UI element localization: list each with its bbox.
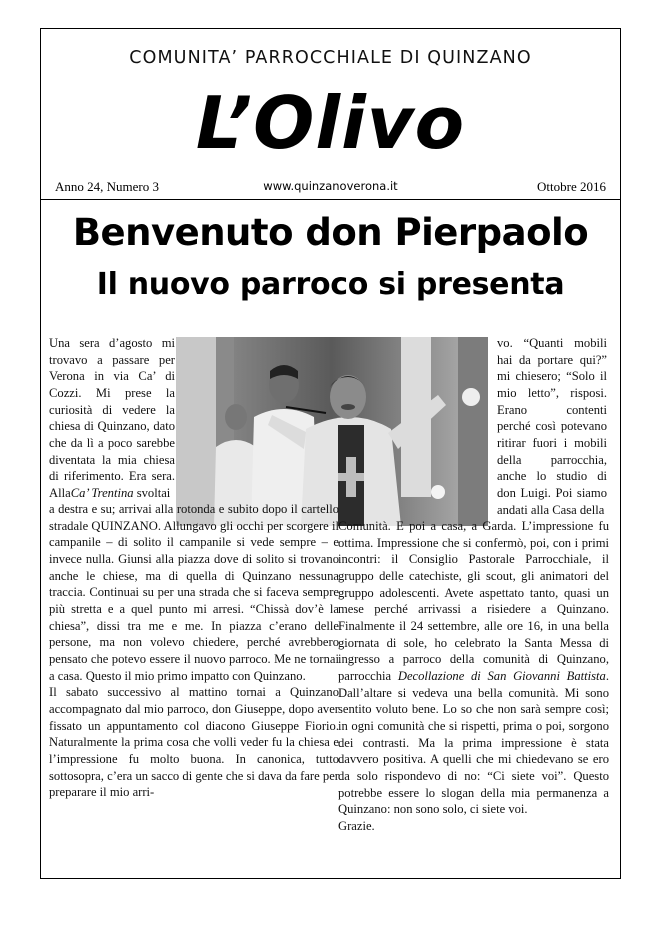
article-column-bottom-right [338, 518, 609, 834]
issue-info-row [55, 179, 606, 195]
article-paragraph: a destra e su; arrivai alla rotonda e subito dopo il cartello stradale QUINZANO. Allungavo gli occhi per scorgere il campanile – di solito il campanile si vede sempre – e invece nulla. Giunsi alla piazza dove di solito si trovano anche le chiese, ma di quella di Quinzano nessuna traccia. Continuai su per una strada che si faceva sempre più stretta e a quel punto mi arresi. “Chissà dov’è la chiesa”, dissi tra me e me. In piazza c’erano delle persone, ma non volevo chiedere, perché avrebbero pensato che potevo essere il nuovo parroco. Me ne tornai a casa. Questo il mio primo impatto con Quinzano. [49, 502, 339, 683]
divider-rule [41, 199, 620, 200]
article-column-left [49, 335, 175, 502]
article-text: vo. “Quanti mobili hai da portare qui?” mi chiesero; “Solo il mio letto”, risposi. Erano contenti perché così potevano ritirar fuori i mobili della parrocchia, anche lo studio di don Luigi. Poi siamo andati alla Casa della [497, 336, 607, 517]
article-subheadline: Il nuovo parroco si presenta [96, 267, 565, 302]
article-column-bottom-left [49, 501, 339, 801]
parish-name-italic: Decollazione di San Giovanni Battista [397, 668, 606, 683]
article-signoff: Grazie. [338, 818, 375, 833]
article-text: Una sera d’agosto mi trovavo a passare per Verona in via Ca’ di Cozzi. Mi prese la curiosità di vedere la chiesa di Quinzano, dato che da lì a poco sarebbe diventata la mia chiesa di riferimento. Era sera. Alla [49, 336, 175, 500]
place-name-italic: Ca’ Trentina [70, 485, 134, 500]
issue-number: Anno 24, Numero 3 [55, 179, 159, 194]
article-paragraph: Il sabato successivo al mattino tornai a Quinzano accompagnato dal mio parroco, don Giuseppe, dopo aver fissato un appuntamento col diacono Giuseppe Fiorio. Naturalmente la prima cosa che volli veder fu la chiesa e l’impressione fu molto buona. In canonica, tutto sottosopra, c’era un sacco di gente che si dava da fare per preparare il mio arri- [49, 685, 339, 800]
article-text: svoltai [133, 485, 171, 500]
priest-photo-image [176, 337, 488, 526]
issue-date: Ottobre 2016 [537, 179, 606, 194]
article-text: Comunità. E poi a casa, a Garda. L’impressione fu ottima. Impressione che si confermò, poi, con i primi incontri: il Consiglio Pastorale Parrocchiale, il gruppo delle catechiste, gli scout, gli animatori del gruppo adolescenti. Avete aspettato tanto, quasi un mese perché arrivassi a risiedere a Quinzano. Finalmente il 24 settembre, alle ore 16, in una bella giornata di sole, ho celebrato la Santa Messa di ingresso a parroco della comunità di Quinzano, parrocchia [338, 519, 609, 683]
article-headline: Benvenuto don Pierpaolo [72, 211, 589, 254]
article-text: . Dall’altare si vedeva una bella comunità. Mi sono sentito voluto bene. Lo so che non sarà sempre così; in ogni comunità che si rispetti, prima o poi, sorgono dei contrasti. Ma la prima impressione è stata davvero positiva. A quelli che mi chiedevano se ero da solo rispondevo di no: “Ci siete voi”. Questo potrebbe essere lo slogan della mia permanenza a Quinzano: non sono solo, ci siete voi. [338, 668, 609, 817]
website-link[interactable]: www.quinzanoverona.it [263, 179, 398, 193]
article-column-right [497, 335, 607, 518]
community-title: COMUNITA’ PARROCCHIALE DI QUINZANO [129, 48, 532, 68]
article-photo [176, 337, 488, 526]
newspaper-page [40, 28, 621, 879]
newspaper-logo: L’Olivo [195, 81, 466, 165]
